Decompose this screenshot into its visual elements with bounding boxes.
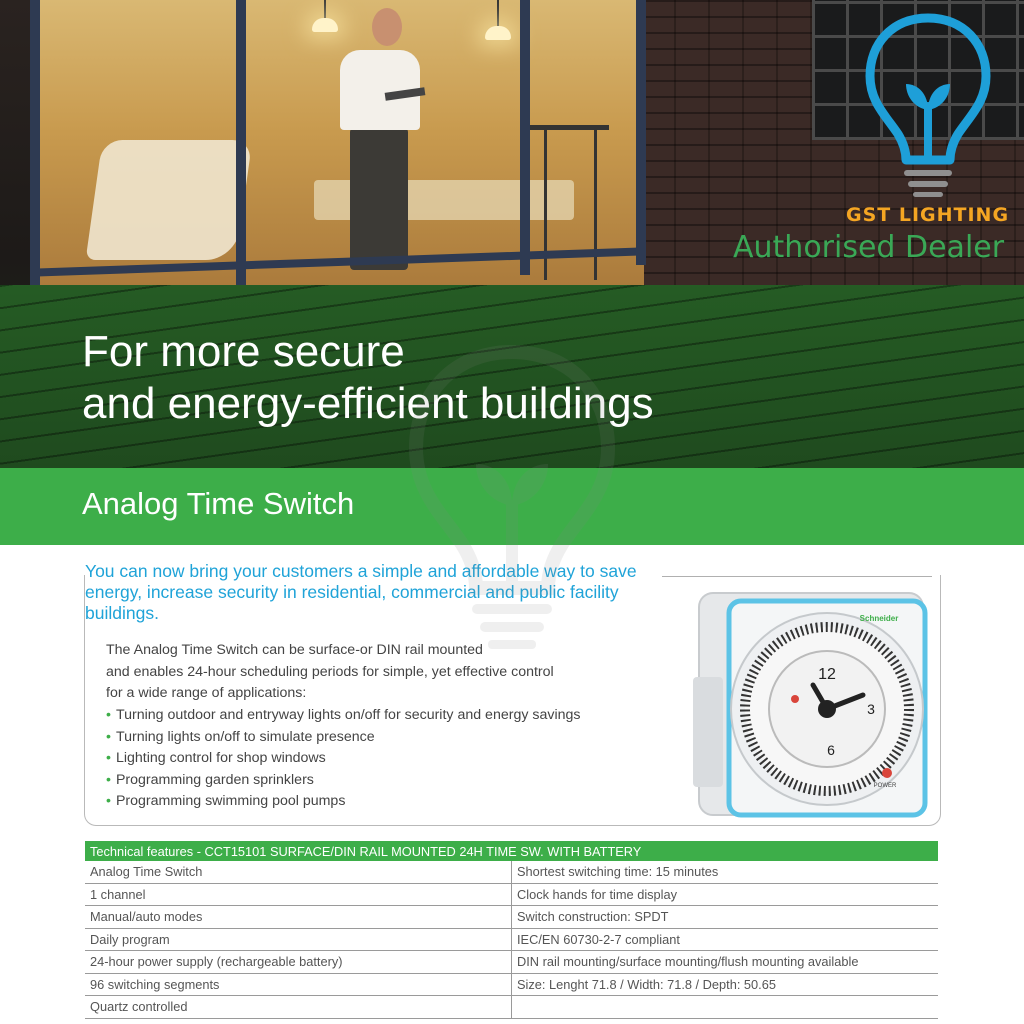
table-row xyxy=(85,928,938,951)
description-line: and enables 24-hour scheduling periods for simple, yet effective control xyxy=(106,663,554,680)
applications-list xyxy=(106,705,580,813)
dial-number-12: 12 xyxy=(818,666,836,683)
table-row xyxy=(85,951,938,974)
list-item: • Turning outdoor and entryway lights on/off for security and energy savings xyxy=(106,705,580,727)
window-frame xyxy=(30,0,40,300)
list-item: • Lighting control for shop windows xyxy=(106,748,580,770)
table-row xyxy=(85,861,938,883)
table-cell xyxy=(512,996,939,1019)
dial-number-6: 6 xyxy=(827,742,835,758)
table-row xyxy=(85,883,938,906)
product-title: Analog Time Switch xyxy=(82,486,355,521)
table-cell: Shortest switching time: 15 minutes xyxy=(512,861,939,883)
table-cell: Switch construction: SPDT xyxy=(512,906,939,929)
table-cell: IEC/EN 60730-2-7 compliant xyxy=(512,928,939,951)
table-row xyxy=(85,973,938,996)
table-cell: 1 channel xyxy=(85,883,512,906)
table-cell: 24-hour power supply (rechargeable battery) xyxy=(85,951,512,974)
window-frame xyxy=(636,0,646,265)
list-item: • Programming swimming pool pumps xyxy=(106,791,580,813)
power-label: POWER xyxy=(873,783,897,789)
window-frame xyxy=(236,0,246,290)
pendant-lamp xyxy=(485,26,511,40)
technical-features-table xyxy=(85,841,938,1019)
lightbulb-watermark-icon xyxy=(396,340,628,670)
dial-number-3: 3 xyxy=(867,701,875,717)
table-cell: Daily program xyxy=(85,928,512,951)
table-row xyxy=(85,996,938,1019)
brand-subtitle: Authorised Dealer xyxy=(733,230,1005,265)
product-brand: Schneider xyxy=(859,614,899,623)
list-item: • Turning lights on/off to simulate presence xyxy=(106,727,580,749)
headline-line-2: and energy-efficient buildings xyxy=(82,379,654,428)
table-cell: Analog Time Switch xyxy=(85,861,512,883)
table-cell: 96 switching segments xyxy=(85,973,512,996)
description-line: for a wide range of applications: xyxy=(106,685,307,701)
window-frame xyxy=(520,0,530,275)
person-legs xyxy=(350,128,408,270)
description-line: The Analog Time Switch can be surface-or DIN rail mounted xyxy=(106,642,483,658)
person-head xyxy=(372,8,402,46)
headline-line-1: For more secure xyxy=(82,327,405,376)
intro-text: You can now bring your customers a simple and affordable way to save energy, increase security in residential, commercial and public facility buildings. xyxy=(85,561,637,623)
table-row xyxy=(85,906,938,929)
armchair xyxy=(86,140,253,260)
table-cell: Manual/auto modes xyxy=(85,906,512,929)
table-cell: Clock hands for time display xyxy=(512,883,939,906)
lightbulb-icon xyxy=(858,10,998,200)
table-cell: Size: Lenght 71.8 / Width: 71.8 / Depth: 50.65 xyxy=(512,973,939,996)
time-switch-product-image xyxy=(693,587,929,819)
table-header: Technical features - CCT15101 SURFACE/DIN RAIL MOUNTED 24H TIME SW. WITH BATTERY xyxy=(85,841,938,861)
list-item: • Programming garden sprinklers xyxy=(106,770,580,792)
table-cell: DIN rail mounting/surface mounting/flush mounting available xyxy=(512,951,939,974)
brand-name: GST LIGHTING xyxy=(846,204,1010,226)
pendant-lamp xyxy=(312,18,338,32)
table-cell: Quartz controlled xyxy=(85,996,512,1019)
